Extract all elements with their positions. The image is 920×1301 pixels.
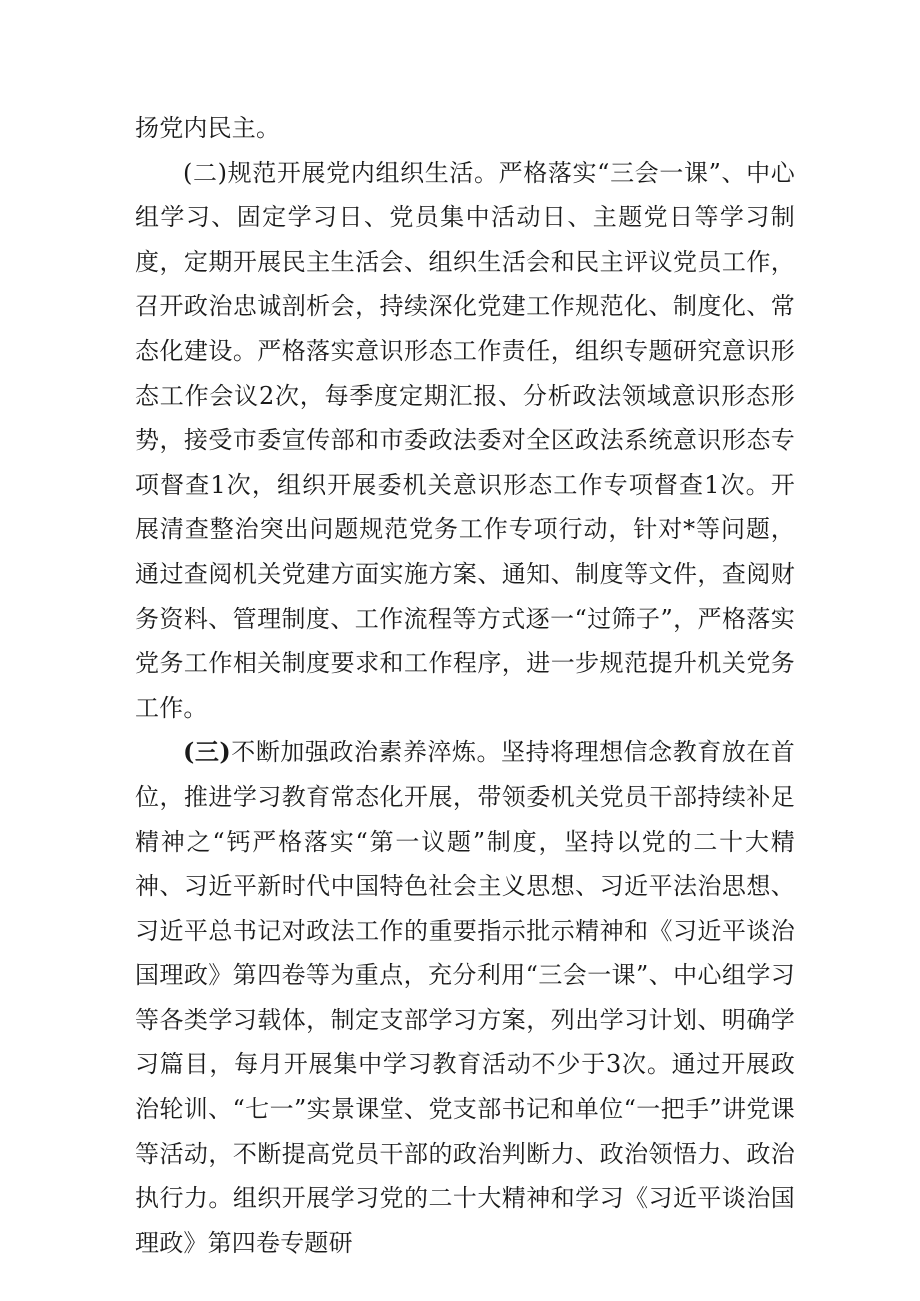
document-body — [135, 106, 795, 1265]
paragraph-1-text: 扬党内民主。 — [135, 114, 281, 142]
paragraph-2-text: (二)规范开展党内组织生活。严格落实“三会一课”、中心组学习、固定学习日、党员集中活动日、主题党日等学习制度，定期开展民主生活会、组织生活会和民主评议党员工作，召开政治忠诚剖析会，持续深化党建工作规范化、制度化、常态化建设。严格落实意识形态工作责任，组织专题研究意识形态工作会议2次，每季度定期汇报、分析政法领域意识形态形势，接受市委宣传部和市委政法委对全区政法系统意识形态专项督查1次，组织开展委机关意识形态工作专项督查1次。开展清查整治突出问题规范党务工作专项行动，针对*等问题，通过查阅机关党建方面实施方案、通知、制度等文件，查阅财务资料、管理制度、工作流程等方式逐一“过筛子”，严格落实党务工作相关制度要求和工作程序，进一步规范提升机关党务工作。 — [135, 158, 795, 722]
paragraph-3 — [135, 730, 795, 1265]
paragraph-2 — [135, 151, 795, 731]
paragraph-3-heading: (三) — [183, 737, 231, 767]
paragraph-1 — [135, 106, 795, 151]
paragraph-3-text: 不断加强政治素养淬炼。坚持将理想信念教育放在首位，推进学习教育常态化开展，带领委机关党员干部持续补足精神之“钙严格落实“第一议题”制度，坚持以党的二十大精神、习近平新时代中国特色社会主义思想、习近平法治思想、习近平总书记对政法工作的重要指示批示精神和《习近平谈治国理政》第四卷等为重点，充分利用“三会一课”、中心组学习等各类学习载体，制定支部学习方案，列出学习计划、明确学习篇目，每月开展集中学习教育活动不少于3次。通过开展政治轮训、“七一”实景课堂、党支部书记和单位“一把手”讲党课等活动，不断提高党员干部的政治判断力、政治领悟力、政治执行力。组织开展学习党的二十大精神和学习《习近平谈治国理政》第四卷专题研 — [135, 738, 795, 1257]
